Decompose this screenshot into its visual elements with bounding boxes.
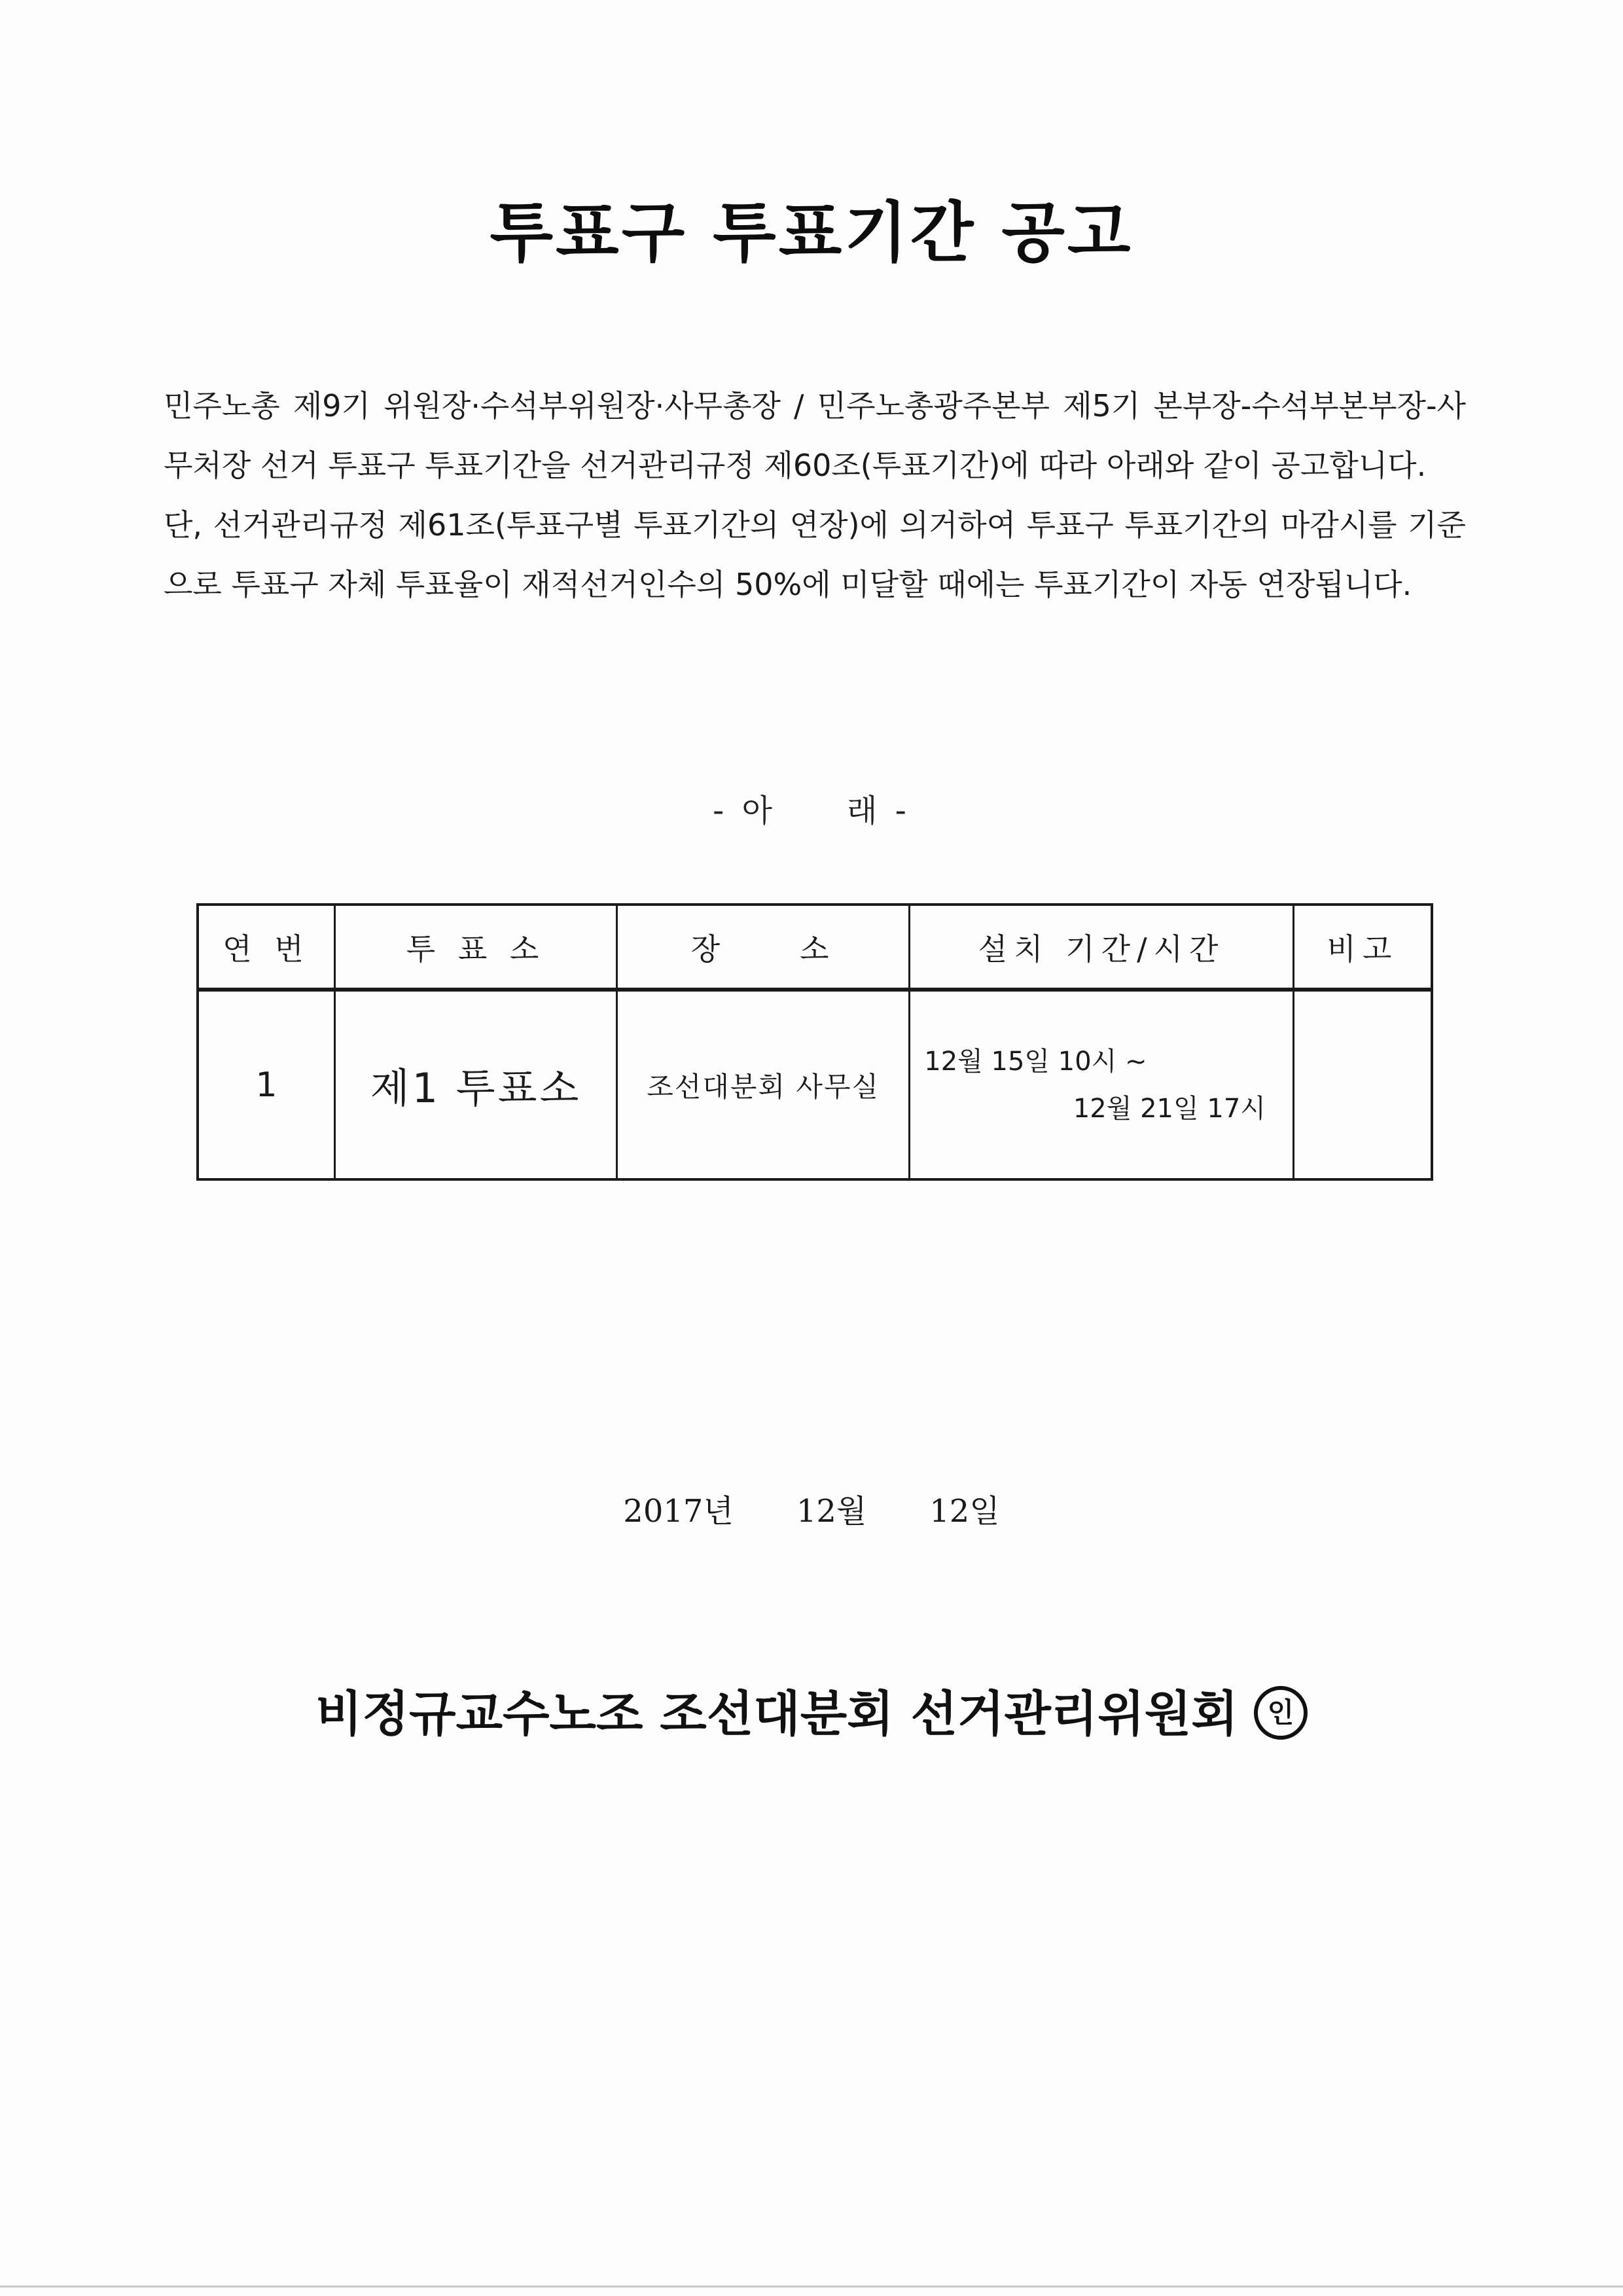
header-no: 연 번 xyxy=(198,905,335,990)
notice-paragraph-2: 단, 선거관리규정 제61조(투표구별 투표기간의 연장)에 의거하여 투표구 투표기간의 마감시를 기준으로 투표구 자체 투표율이 재적선거인수의 50%에 미달할 때에는 투표기간이 자동 연장됩니다. xyxy=(164,507,1466,602)
notice-paragraph-1: 민주노총 제9기 위원장·수석부위원장·사무총장 / 민주노총광주본부 제5기 본부장-수석부본부장-사무처장 선거 투표구 투표기간을 선거관리규정 제60조(투표기간)에 따라 아래와 같이 공고합니다. xyxy=(164,388,1466,483)
issuer-name: 비정규교수노조 조선대분회 선거관리위원회 xyxy=(315,1686,1238,1742)
details-heading: - 아 래 - xyxy=(713,793,910,829)
cell-place: 조선대분회 사무실 xyxy=(617,990,910,1179)
issuer-line xyxy=(0,1676,1623,1745)
scan-edge-line xyxy=(0,2286,1623,2287)
period-end: 12월 21일 17시 xyxy=(1073,1093,1266,1124)
polling-station-table xyxy=(196,903,1433,1181)
table-row xyxy=(198,990,1432,1179)
header-note: 비고 xyxy=(1293,905,1432,990)
document-title: 투표구 투표기간 공고 xyxy=(490,194,1133,271)
cell-station: 제1 투표소 xyxy=(335,990,617,1179)
table-header-row xyxy=(198,905,1432,990)
date-year: 2017년 xyxy=(623,1493,734,1530)
date-day: 12일 xyxy=(929,1493,1000,1530)
cell-no: 1 xyxy=(198,990,335,1179)
header-station: 투 표 소 xyxy=(335,905,617,990)
notice-body xyxy=(164,376,1466,615)
date-month: 12월 xyxy=(796,1493,867,1530)
notice-date xyxy=(0,1486,1623,1531)
seal-mark: 인 xyxy=(1254,1686,1308,1740)
cell-period xyxy=(910,990,1294,1179)
header-place: 장 소 xyxy=(617,905,910,990)
header-period: 설치 기간/시간 xyxy=(910,905,1294,990)
period-start: 12월 15일 10시 ~ xyxy=(924,1046,1147,1077)
cell-note xyxy=(1293,990,1432,1179)
